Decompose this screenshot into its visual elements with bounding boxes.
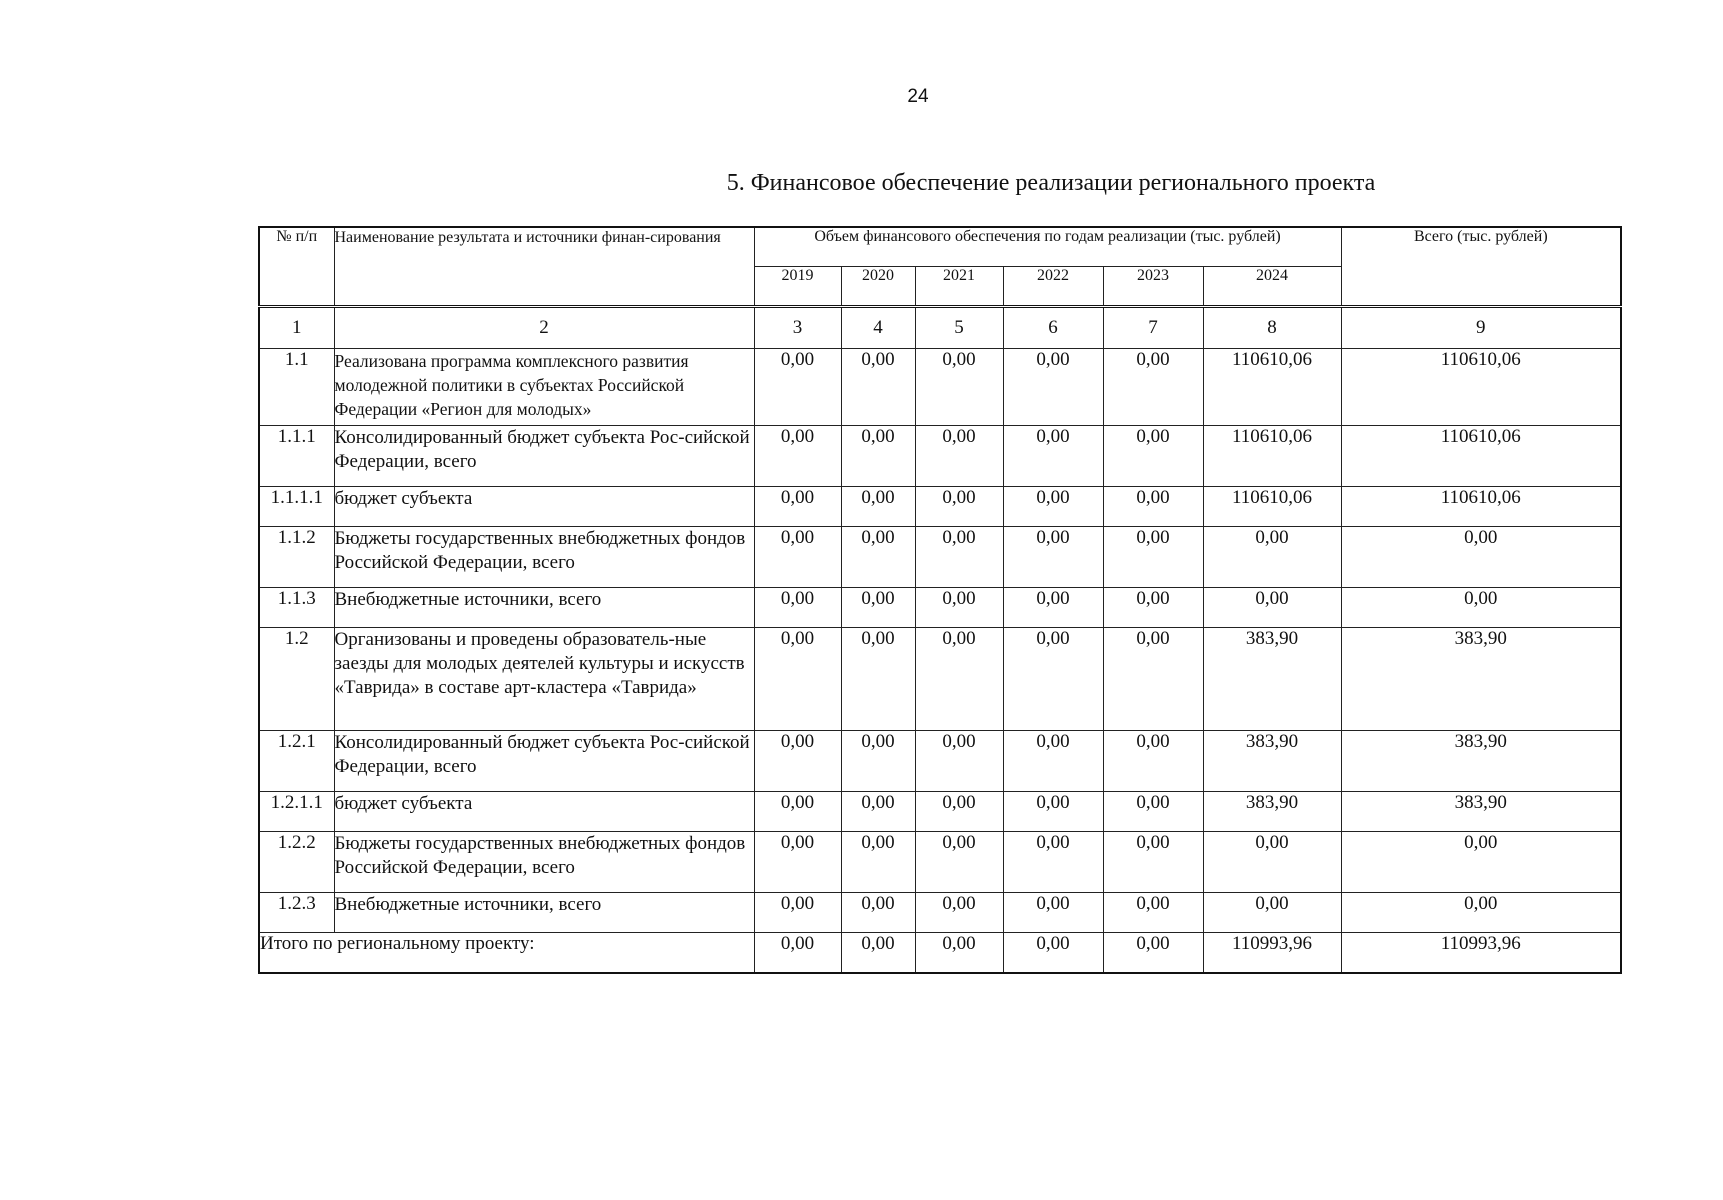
row-year-value: 0,00 bbox=[754, 588, 841, 628]
row-year-value: 0,00 bbox=[841, 426, 915, 487]
row-year-value: 0,00 bbox=[754, 832, 841, 893]
total-year-value: 110993,96 bbox=[1203, 933, 1341, 973]
row-year-value: 0,00 bbox=[915, 893, 1003, 933]
row-year-value: 0,00 bbox=[754, 426, 841, 487]
header-year: 2022 bbox=[1003, 267, 1103, 307]
table-row bbox=[259, 487, 1621, 527]
column-number: 6 bbox=[1003, 307, 1103, 349]
header-year: 2020 bbox=[841, 267, 915, 307]
row-year-value: 0,00 bbox=[841, 349, 915, 426]
row-number: 1.1 bbox=[259, 349, 334, 426]
total-year-value: 0,00 bbox=[915, 933, 1003, 973]
page-number: 24 bbox=[907, 86, 929, 107]
row-number: 1.2.1.1 bbox=[259, 792, 334, 832]
row-name: бюджет субъекта bbox=[334, 487, 754, 527]
table-row bbox=[259, 792, 1621, 832]
row-number: 1.2.2 bbox=[259, 832, 334, 893]
row-year-value: 0,00 bbox=[754, 527, 841, 588]
table-row bbox=[259, 426, 1621, 487]
row-year-value: 110610,06 bbox=[1203, 349, 1341, 426]
row-number: 1.2 bbox=[259, 628, 334, 731]
row-number: 1.1.1 bbox=[259, 426, 334, 487]
row-year-value: 0,00 bbox=[841, 832, 915, 893]
row-year-value: 0,00 bbox=[841, 487, 915, 527]
table-row bbox=[259, 628, 1621, 731]
row-year-value: 383,90 bbox=[1203, 628, 1341, 731]
row-year-value: 0,00 bbox=[1103, 426, 1203, 487]
row-year-value: 0,00 bbox=[754, 487, 841, 527]
total-year-value: 0,00 bbox=[1003, 933, 1103, 973]
row-year-value: 0,00 bbox=[754, 349, 841, 426]
column-numbers-row bbox=[259, 307, 1621, 349]
row-year-value: 0,00 bbox=[754, 628, 841, 731]
row-name: бюджет субъекта bbox=[334, 792, 754, 832]
row-total-value: 110610,06 bbox=[1341, 487, 1621, 527]
table-row bbox=[259, 832, 1621, 893]
table-row bbox=[259, 588, 1621, 628]
table-row bbox=[259, 731, 1621, 792]
row-year-value: 0,00 bbox=[915, 832, 1003, 893]
header-num: № п/п bbox=[259, 227, 334, 307]
total-year-value: 0,00 bbox=[841, 933, 915, 973]
row-number: 1.1.2 bbox=[259, 527, 334, 588]
row-year-value: 0,00 bbox=[1103, 893, 1203, 933]
table-row bbox=[259, 527, 1621, 588]
header-year: 2021 bbox=[915, 267, 1003, 307]
column-number: 7 bbox=[1103, 307, 1203, 349]
row-year-value: 0,00 bbox=[841, 527, 915, 588]
row-number: 1.2.3 bbox=[259, 893, 334, 933]
row-total-value: 110610,06 bbox=[1341, 349, 1621, 426]
row-year-value: 110610,06 bbox=[1203, 426, 1341, 487]
header-volume: Объем финансового обеспечения по годам реализации (тыс. рублей) bbox=[754, 227, 1341, 267]
row-number: 1.1.3 bbox=[259, 588, 334, 628]
row-year-value: 0,00 bbox=[1203, 832, 1341, 893]
row-year-value: 0,00 bbox=[1003, 832, 1103, 893]
header-year: 2023 bbox=[1103, 267, 1203, 307]
total-year-value: 0,00 bbox=[1103, 933, 1203, 973]
row-year-value: 0,00 bbox=[1103, 832, 1203, 893]
row-year-value: 0,00 bbox=[915, 731, 1003, 792]
row-year-value: 0,00 bbox=[841, 731, 915, 792]
row-name: Организованы и проведены образователь-ные заезды для молодых деятелей культуры и искусств «Таврида» в составе арт-кластера «Таврида» bbox=[334, 628, 754, 731]
financing-table bbox=[258, 226, 1622, 974]
row-year-value: 0,00 bbox=[754, 731, 841, 792]
row-year-value: 0,00 bbox=[1203, 893, 1341, 933]
row-year-value: 0,00 bbox=[754, 893, 841, 933]
column-number: 8 bbox=[1203, 307, 1341, 349]
row-total-value: 0,00 bbox=[1341, 588, 1621, 628]
section-title: 5. Финансовое обеспечение реализации регионального проекта bbox=[726, 170, 1376, 196]
row-year-value: 0,00 bbox=[1003, 527, 1103, 588]
row-total-value: 0,00 bbox=[1341, 893, 1621, 933]
row-year-value: 0,00 bbox=[915, 426, 1003, 487]
row-number: 1.1.1.1 bbox=[259, 487, 334, 527]
row-name: Реализована программа комплексного развития молодежной политики в субъектах Российской Федерации «Регион для молодых» bbox=[334, 349, 754, 426]
row-year-value: 0,00 bbox=[1103, 792, 1203, 832]
row-year-value: 0,00 bbox=[915, 792, 1003, 832]
row-name: Внебюджетные источники, всего bbox=[334, 893, 754, 933]
table-row bbox=[259, 349, 1621, 426]
column-number: 9 bbox=[1341, 307, 1621, 349]
row-year-value: 0,00 bbox=[915, 349, 1003, 426]
row-year-value: 0,00 bbox=[1103, 349, 1203, 426]
column-number: 5 bbox=[915, 307, 1003, 349]
row-total-value: 383,90 bbox=[1341, 792, 1621, 832]
row-name: Бюджеты государственных внебюджетных фондов Российской Федерации, всего bbox=[334, 832, 754, 893]
row-year-value: 0,00 bbox=[1103, 628, 1203, 731]
header-row bbox=[259, 227, 1621, 267]
grand-total-value: 110993,96 bbox=[1341, 933, 1621, 973]
total-label: Итого по региональному проекту: bbox=[259, 933, 754, 973]
row-year-value: 0,00 bbox=[754, 792, 841, 832]
column-number: 1 bbox=[259, 307, 334, 349]
row-year-value: 0,00 bbox=[915, 487, 1003, 527]
row-year-value: 0,00 bbox=[1003, 349, 1103, 426]
row-year-value: 0,00 bbox=[841, 628, 915, 731]
row-year-value: 0,00 bbox=[1103, 527, 1203, 588]
row-number: 1.2.1 bbox=[259, 731, 334, 792]
row-year-value: 0,00 bbox=[1003, 588, 1103, 628]
row-total-value: 0,00 bbox=[1341, 832, 1621, 893]
row-year-value: 0,00 bbox=[841, 792, 915, 832]
column-number: 2 bbox=[334, 307, 754, 349]
row-name: Внебюджетные источники, всего bbox=[334, 588, 754, 628]
row-year-value: 0,00 bbox=[1003, 628, 1103, 731]
column-number: 3 bbox=[754, 307, 841, 349]
total-row bbox=[259, 933, 1621, 973]
row-name: Консолидированный бюджет субъекта Рос-сийской Федерации, всего bbox=[334, 426, 754, 487]
column-number: 4 bbox=[841, 307, 915, 349]
row-year-value: 0,00 bbox=[915, 628, 1003, 731]
header-year: 2019 bbox=[754, 267, 841, 307]
table-row bbox=[259, 893, 1621, 933]
row-year-value: 110610,06 bbox=[1203, 487, 1341, 527]
row-year-value: 0,00 bbox=[1003, 487, 1103, 527]
row-year-value: 0,00 bbox=[1003, 792, 1103, 832]
row-total-value: 110610,06 bbox=[1341, 426, 1621, 487]
row-year-value: 0,00 bbox=[1103, 588, 1203, 628]
total-year-value: 0,00 bbox=[754, 933, 841, 973]
header-year: 2024 bbox=[1203, 267, 1341, 307]
row-year-value: 0,00 bbox=[1203, 527, 1341, 588]
row-year-value: 383,90 bbox=[1203, 792, 1341, 832]
row-year-value: 0,00 bbox=[1203, 588, 1341, 628]
row-year-value: 0,00 bbox=[915, 588, 1003, 628]
row-year-value: 383,90 bbox=[1203, 731, 1341, 792]
header-total: Всего (тыс. рублей) bbox=[1341, 227, 1621, 307]
row-year-value: 0,00 bbox=[1103, 731, 1203, 792]
row-year-value: 0,00 bbox=[1003, 731, 1103, 792]
row-name: Консолидированный бюджет субъекта Рос-сийской Федерации, всего bbox=[334, 731, 754, 792]
row-year-value: 0,00 bbox=[1003, 893, 1103, 933]
header-name: Наименование результата и источники финан-сирования bbox=[334, 227, 754, 307]
row-year-value: 0,00 bbox=[841, 893, 915, 933]
row-year-value: 0,00 bbox=[1103, 487, 1203, 527]
row-year-value: 0,00 bbox=[1003, 426, 1103, 487]
row-year-value: 0,00 bbox=[915, 527, 1003, 588]
row-total-value: 383,90 bbox=[1341, 628, 1621, 731]
row-name: Бюджеты государственных внебюджетных фондов Российской Федерации, всего bbox=[334, 527, 754, 588]
row-total-value: 0,00 bbox=[1341, 527, 1621, 588]
row-year-value: 0,00 bbox=[841, 588, 915, 628]
row-total-value: 383,90 bbox=[1341, 731, 1621, 792]
